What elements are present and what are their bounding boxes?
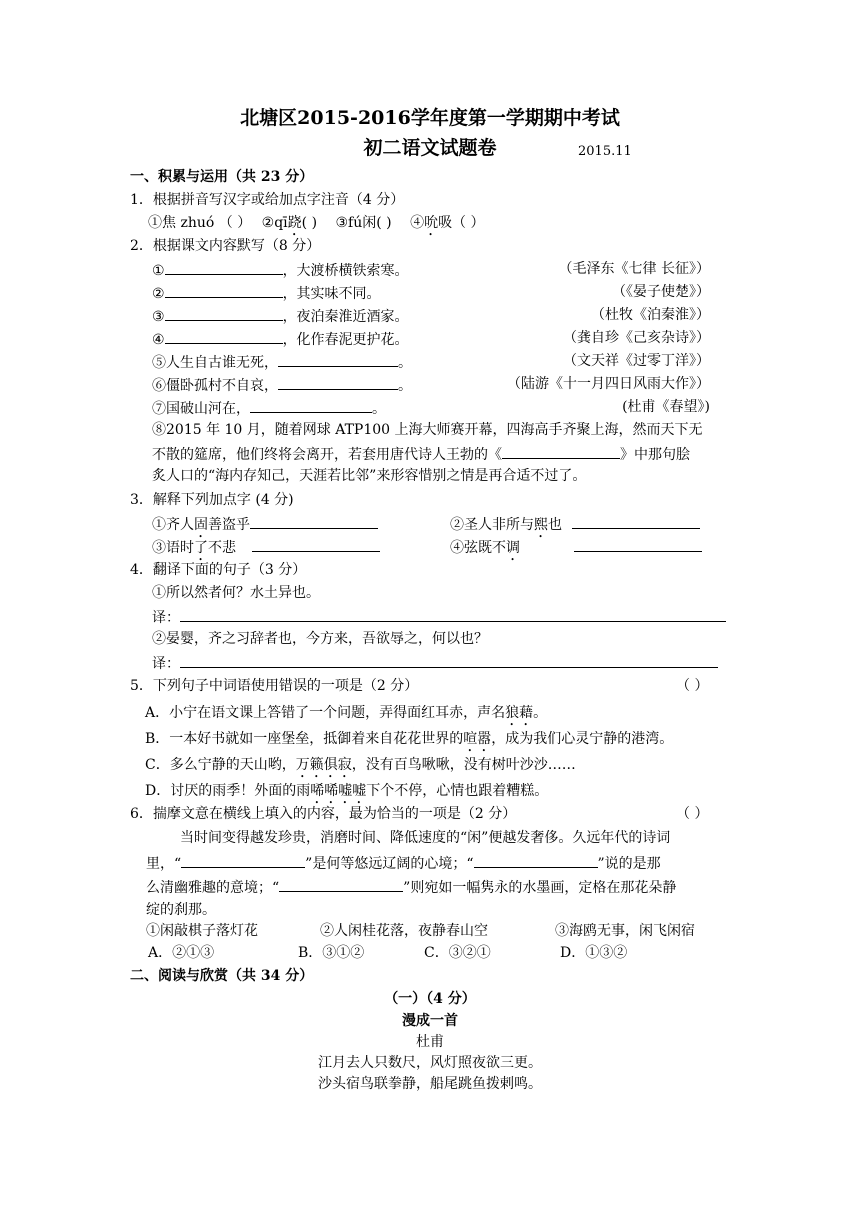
- exam-subtitle: 初二语文试题卷: [363, 137, 497, 159]
- q1-item-d: ④吮吸（ ）: [410, 215, 485, 231]
- translation-blank-2[interactable]: [180, 652, 718, 668]
- blank[interactable]: [252, 536, 380, 552]
- reading-part-1: （一）（4 分）: [384, 991, 476, 1007]
- q6-passage-line1: 当时间变得越发珍贵，消磨时间、降低速度的“闲”便越发奢侈。久远年代的诗词: [180, 830, 671, 846]
- section-2-heading: 二、阅读与欣赏（共 34 分）: [130, 968, 314, 984]
- blank[interactable]: [165, 328, 283, 344]
- q6-choice-d[interactable]: D．①③②: [560, 945, 628, 961]
- q5-option-c: C．多么宁静的天山哟，万籁俱寂，没有百鸟啾啾，没有树叶沙沙……: [145, 757, 576, 773]
- q2-line-1: ① ，大渡桥横铁索寒。: [152, 259, 409, 281]
- poem-title: 漫成一首: [402, 1013, 458, 1029]
- q1-item-b: ②qī跷( ): [261, 215, 318, 231]
- q2-source-4: （龚自珍《己亥杂诗》）: [563, 330, 710, 346]
- blank[interactable]: [181, 852, 305, 868]
- q2-source-5: （文天祥《过零丁洋》）: [563, 353, 710, 369]
- blank[interactable]: [250, 513, 378, 529]
- q2-source-1: （毛泽东《七律 长征》）: [558, 261, 710, 277]
- blank[interactable]: [278, 351, 398, 367]
- q1-item-a: ①焦 zhuó （ ）: [148, 215, 252, 231]
- q2-line-2: ② ，其实味不同。: [152, 282, 381, 304]
- q3-stem: 3．解释下列加点字 (4 分): [130, 492, 294, 508]
- q6-phrase-1: ①闲敲棋子落灯花: [146, 923, 258, 939]
- blank[interactable]: [279, 876, 403, 892]
- q6-choice-a[interactable]: A．②①③: [148, 945, 215, 961]
- q5-option-b: B．一本好书就如一座堡垒，抵御着来自花花世界的喧嚣，成为我们心灵宁静的港湾。: [145, 731, 674, 747]
- exam-title: 北塘区2015-2016学年度第一学期期中考试: [240, 107, 620, 129]
- q2-source-3: （杜牧《泊秦淮》）: [591, 307, 710, 323]
- q1-stem: 1．根据拼音写汉字或给加点字注音（4 分）: [130, 192, 405, 208]
- q6-stem: 6．揣摩文意在横线上填入的内容，最为恰当的一项是（2 分）: [130, 806, 517, 822]
- q3-item-d: ④弦既不调: [450, 536, 702, 564]
- q2-source-2: （《晏子使楚》）: [612, 284, 710, 300]
- q2-line-3: ③ ，夜泊秦淮近酒家。: [152, 305, 409, 327]
- q3-item-a: ①齐人固善盗乎: [152, 513, 378, 541]
- exam-date: 2015.11: [578, 144, 632, 159]
- blank[interactable]: [572, 513, 700, 529]
- q1-item-c: ③fú闲( ): [335, 215, 392, 231]
- poem-line-1: 江月去人只数尺，风灯照夜欲三更。: [318, 1055, 542, 1071]
- blank[interactable]: [165, 305, 283, 321]
- q2-p8-line3: 炙人口的“海内存知己，天涯若比邻”来形容惜别之情是再合适不过了。: [152, 468, 587, 484]
- q6-phrase-2: ②人闲桂花落，夜静春山空: [320, 923, 488, 939]
- q2-line-6: ⑥僵卧孤村不自哀， 。: [152, 374, 412, 396]
- q2-p8-line2: 不散的筵席，他们终将会离开，若套用唐代诗人王勃的《 》中那句脍: [152, 443, 690, 465]
- q2-source-6: （陆游《十一月四日风雨大作》）: [507, 376, 710, 392]
- q2-stem: 2．根据课文内容默写（8 分）: [130, 238, 321, 254]
- blank[interactable]: [502, 443, 620, 459]
- blank[interactable]: [250, 397, 372, 413]
- q2-line-4: ④ ，化作春泥更护花。: [152, 328, 409, 350]
- q4-translate-1: 译：: [152, 606, 726, 628]
- poem-author: 杜甫: [416, 1034, 444, 1050]
- q4-sentence-1: ①所以然者何？水土异也。: [152, 585, 320, 601]
- blank[interactable]: [574, 536, 702, 552]
- translation-blank-1[interactable]: [180, 606, 726, 622]
- blank[interactable]: [278, 374, 398, 390]
- q6-passage-line4: 绽的刹那。: [146, 902, 216, 918]
- q5-option-d: D．讨厌的雨季！外面的雨唏唏嘘嘘下个不停，心情也跟着糟糕。: [145, 783, 549, 799]
- blank[interactable]: [474, 852, 598, 868]
- q6-phrase-3: ③海鸥无事，闲飞闲宿: [555, 923, 695, 939]
- q6-passage-line3: 么清幽雅趣的意境；“ ”则宛如一幅隽永的水墨画，定格在那花朵静: [146, 876, 676, 898]
- q6-passage-line2: 里，“ ”是何等悠远辽阔的心境；“ ”说的是那: [146, 852, 661, 874]
- q2-line-5: ⑤人生自古谁无死， 。: [152, 351, 412, 373]
- q3-item-c: ③语时了不悲: [152, 536, 380, 564]
- q4-sentence-2: ②晏婴，齐之习辞者也，今方来，吾欲辱之，何以也？: [152, 631, 488, 647]
- blank[interactable]: [165, 259, 283, 275]
- q5-answer-paren[interactable]: （ ）: [676, 678, 709, 694]
- q4-stem: 4．翻译下面的句子（3 分）: [130, 562, 307, 578]
- q4-translate-2: 译：: [152, 652, 718, 674]
- q2-source-7: (杜甫《春望》): [622, 399, 710, 415]
- q2-p8-line1: ⑧2015 年 10 月，随着网球 ATP100 上海大师赛开幕，四海高手齐聚上海，然而天下无: [152, 422, 703, 438]
- q3-item-b: ②圣人非所与熙也: [450, 513, 700, 541]
- section-1-heading: 一、积累与运用（共 23 分）: [130, 169, 314, 185]
- q5-stem: 5．下列句子中词语使用错误的一项是（2 分）: [130, 678, 419, 694]
- q2-line-7: ⑦国破山河在， 。: [152, 397, 386, 419]
- q5-option-a: A．小宁在语文课上答错了一个问题，弄得面红耳赤，声名狼藉。: [145, 705, 548, 721]
- q6-answer-paren[interactable]: （ ）: [676, 806, 709, 822]
- blank[interactable]: [165, 282, 283, 298]
- q6-choice-b[interactable]: B．③①②: [298, 945, 365, 961]
- poem-line-2: 沙头宿鸟联拳静，船尾跳鱼拨剌鸣。: [318, 1076, 542, 1092]
- q6-choice-c[interactable]: C．③②①: [424, 945, 491, 961]
